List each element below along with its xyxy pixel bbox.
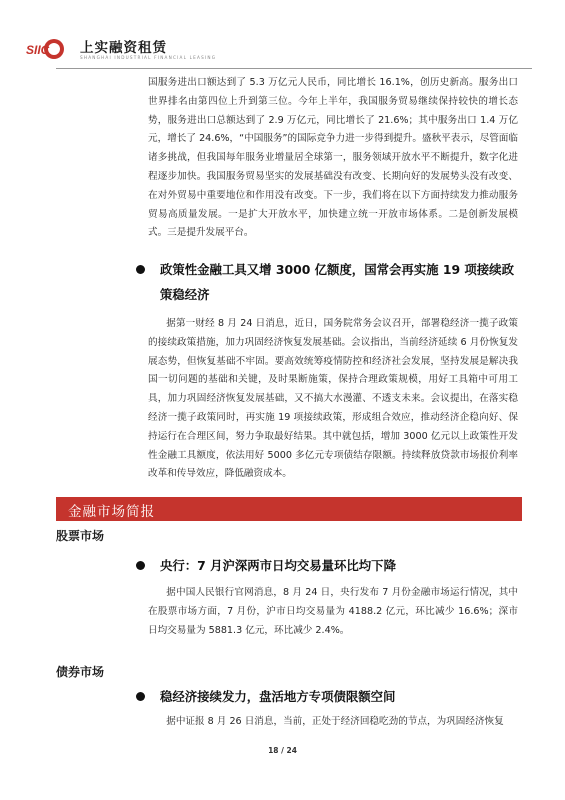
stock-news-title: 央行：7 月沪深两市日均交易量环比均下降 — [160, 558, 396, 573]
bond-market-subhead: 债券市场 — [56, 665, 105, 679]
stock-news-heading — [136, 554, 526, 580]
logo-mark-text: SIIC — [26, 43, 50, 57]
intro-paragraph: 国服务进出口额达到了 5.3 万亿元人民币，同比增长 16.1%，创历史新高。服务出口世界排名由第四位上升到第三位。今年上半年，我国服务贸易继续保持较快的增长态势，服务进出口总额达到了 2.9 万亿元，同比增长了 21.6%；其中服务出口 1.4 万亿元，增长了 24.6%，“中国服务”的国际竞争力进一步得到提升。盛秋平表示，尽管面临诸多挑战，但我国每年服务业增量居全球第一，服务领域开放水平不断提升，数字化进程逐步加快。我国服务贸易坚实的发展基础没有改变、长期向好的发展势头没有改变、在对外贸易中重要地位和作用没有改变。下一步，我们将在以下方面持续发力推动服务贸易高质量发展。一是扩大开放水平，加快建立统一开放市场体系。二是创新发展模式。三是提升发展平台。 — [148, 77, 518, 239]
news1-heading — [136, 258, 526, 310]
header-divider — [56, 68, 532, 69]
page-header — [22, 34, 542, 70]
section-banner — [56, 497, 522, 521]
bond-news-body: 据中证报 8 月 26 日消息，当前，正处于经济回稳吃劲的节点，为巩固经济恢复 — [166, 716, 504, 727]
bond-news-heading — [136, 685, 526, 711]
bullet-icon — [136, 265, 145, 274]
company-logo-icon — [24, 38, 72, 60]
news1-title: 政策性金融工具又增 3000 亿额度，国常会再实施 19 项接续政策稳经济 — [160, 262, 514, 302]
company-name-cn: 上实融资租赁 — [80, 40, 167, 56]
section-title: 金融市场简报 — [68, 504, 155, 520]
bullet-icon — [136, 692, 145, 701]
stock-news-body: 据中国人民银行官网消息，8 月 24 日，央行发布 7 月份金融市场运行情况，其中在股票市场方面，7 月份，沪市日均交易量为 4188.2 亿元，环比减少 16.6%；深市日均交易量为 5881.3 亿元，环比减少 2.4%。 — [148, 587, 518, 636]
bullet-icon — [136, 561, 145, 570]
page-number: 18 / 24 — [268, 746, 297, 755]
stock-market-subhead: 股票市场 — [56, 529, 105, 543]
bond-news-title: 稳经济接续发力，盘活地方专项债限额空间 — [160, 689, 396, 704]
news1-body: 据第一财经 8 月 24 日消息，近日，国务院常务会议召开，部署稳经济一揽子政策的接续政策措施，加力巩固经济恢复发展基础。会议指出，当前经济延续 6 月份恢复发展态势，但恢复基础不牢固。要高效统筹疫情防控和经济社会发展，坚持发展是解决我国一切问题的基础和关键，及时果断施策，保持合理政策规模，用好工具箱中可用工具，加力巩固经济恢复发展基础，又不搞大水漫灌、不透支未来。会议提出，在落实稳经济一揽子政策同时，再实施 19 项接续政策，形成组合效应，推动经济企稳向好、保持运行在合理区间，努力争取最好结果。其中就包括，增加 3000 亿元以上政策性开发性金融工具额度，依法用好 5000 多亿元专项债结存限额。持续释放贷款市场报价利率改革和传导效应，降低融资成本。 — [148, 318, 518, 480]
company-name-en: SHANGHAI INDUSTRIAL FINANCIAL LEASING — [80, 55, 217, 60]
